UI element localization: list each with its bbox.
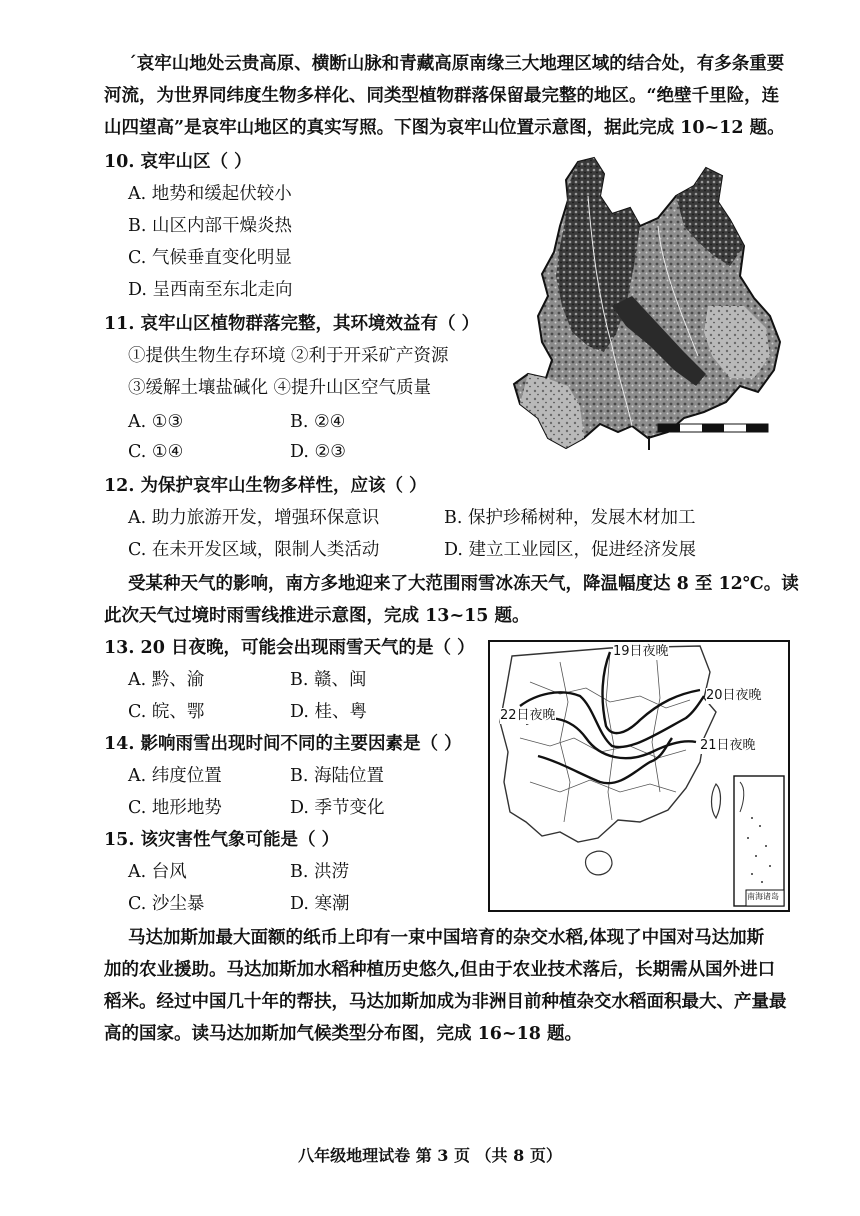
intro2-line-1: 受某种天气的影响，南方多地迎来了大范围雨雪冰冻天气，降温幅度达 8 至 12℃。读 [128,574,799,594]
q15-stem: 15. 该灾害性气象可能是（ ） [104,830,340,850]
q10-stem: 10. 哀牢山区（ ） [104,152,252,172]
rain-snow-line-map [488,640,790,912]
q13-option-c: C. 皖、鄂 [128,702,205,722]
q10-option-a: A. 地势和缓起伏较小 [128,184,292,204]
q14-option-a: A. 纬度位置 [128,766,222,786]
q11-option-c: C. ①④ [128,442,184,462]
q12-stem: 12. 为保护哀牢山生物多样性，应该（ ） [104,476,427,496]
q10-option-b: B. 山区内部干燥炎热 [128,216,292,236]
q10-option-c: C. 气候垂直变化明显 [128,248,292,268]
q15-option-d: D. 寒潮 [290,894,350,914]
label-21-night: 21日夜晚 [700,738,756,753]
q11-option-d: D. ②③ [290,442,346,462]
q10-option-d: D. 呈西南至东北走向 [128,280,293,300]
intro3-line-3: 稻米。经过中国几十年的帮扶，马达加斯加成为非洲目前种植杂交水稻面积最大、产量最 [104,992,787,1012]
q12-option-a: A. 助力旅游开发，增强环保意识 [128,508,380,528]
q11-option-b: B. ②④ [290,412,346,432]
yunnan-terrain-map-image [508,156,790,456]
q11-stem: 11. 哀牢山区植物群落完整，其环境效益有（ ） [104,314,480,334]
inset-label-south-china-sea-islands: 南海诸岛 [747,892,779,901]
q13-stem: 13. 20 日夜晚，可能会出现雨雪天气的是（ ） [104,638,475,658]
q15-option-a: A. 台风 [128,862,187,882]
q13-option-d: D. 桂、粤 [290,702,368,722]
q11-item-line-2: ③缓解土壤盐碱化 ④提升山区空气质量 [128,378,432,398]
label-22-night: 22日夜晚 [500,708,556,723]
q15-option-b: B. 洪涝 [290,862,349,882]
label-19-night: 19日夜晚 [613,644,669,659]
q11-item-line-1: ①提供生物生存环境 ②利于开采矿产资源 [128,346,449,366]
q15-option-c: C. 沙尘暴 [128,894,205,914]
q13-option-a: A. 黔、渝 [128,670,205,690]
intro1-line-2: 河流，为世界同纬度生物多样化、同类型植物群落保留最完整的地区。“绝壁千里险，连 [104,86,780,106]
ailao-location-map [508,156,790,456]
q14-stem: 14. 影响雨雪出现时间不同的主要因素是（ ） [104,734,462,754]
q12-option-b: B. 保护珍稀树种，发展木材加工 [444,508,696,528]
intro3-line-4: 高的国家。读马达加斯加气候类型分布图，完成 16~18 题。 [104,1024,583,1044]
q14-option-c: C. 地形地势 [128,798,222,818]
intro1-line-3: 山四望高”是哀牢山地区的真实写照。下图为哀牢山位置示意图，据此完成 10~12 题。 [104,118,785,138]
q12-option-d: D. 建立工业园区，促进经济发展 [444,540,697,560]
page-footer: 八年级地理试卷 第 3 页 （共 8 页） [298,1146,562,1165]
q14-option-d: D. 季节变化 [290,798,385,818]
intro3-line-1: 马达加斯加最大面额的纸币上印有一束中国培育的杂交水稻,体现了中国对马达加斯 [128,928,765,948]
intro1-line-1: ˊ哀牢山地处云贵高原、横断山脉和青藏高原南缘三大地理区域的结合处，有多条重要 [128,54,785,74]
label-20-night: 20日夜晚 [706,688,762,703]
q13-option-b: B. 赣、闽 [290,670,367,690]
intro2-line-2: 此次天气过境时雨雪线推进示意图，完成 13~15 题。 [104,606,530,626]
q11-option-a: A. ①③ [128,412,184,432]
south-china-basemap [490,642,788,910]
q12-option-c: C. 在未开发区域，限制人类活动 [128,540,380,560]
intro3-line-2: 加的农业援助。马达加斯加水稻种植历史悠久,但由于农业技术落后，长期需从国外进口 [104,960,776,980]
q14-option-b: B. 海陆位置 [290,766,384,786]
